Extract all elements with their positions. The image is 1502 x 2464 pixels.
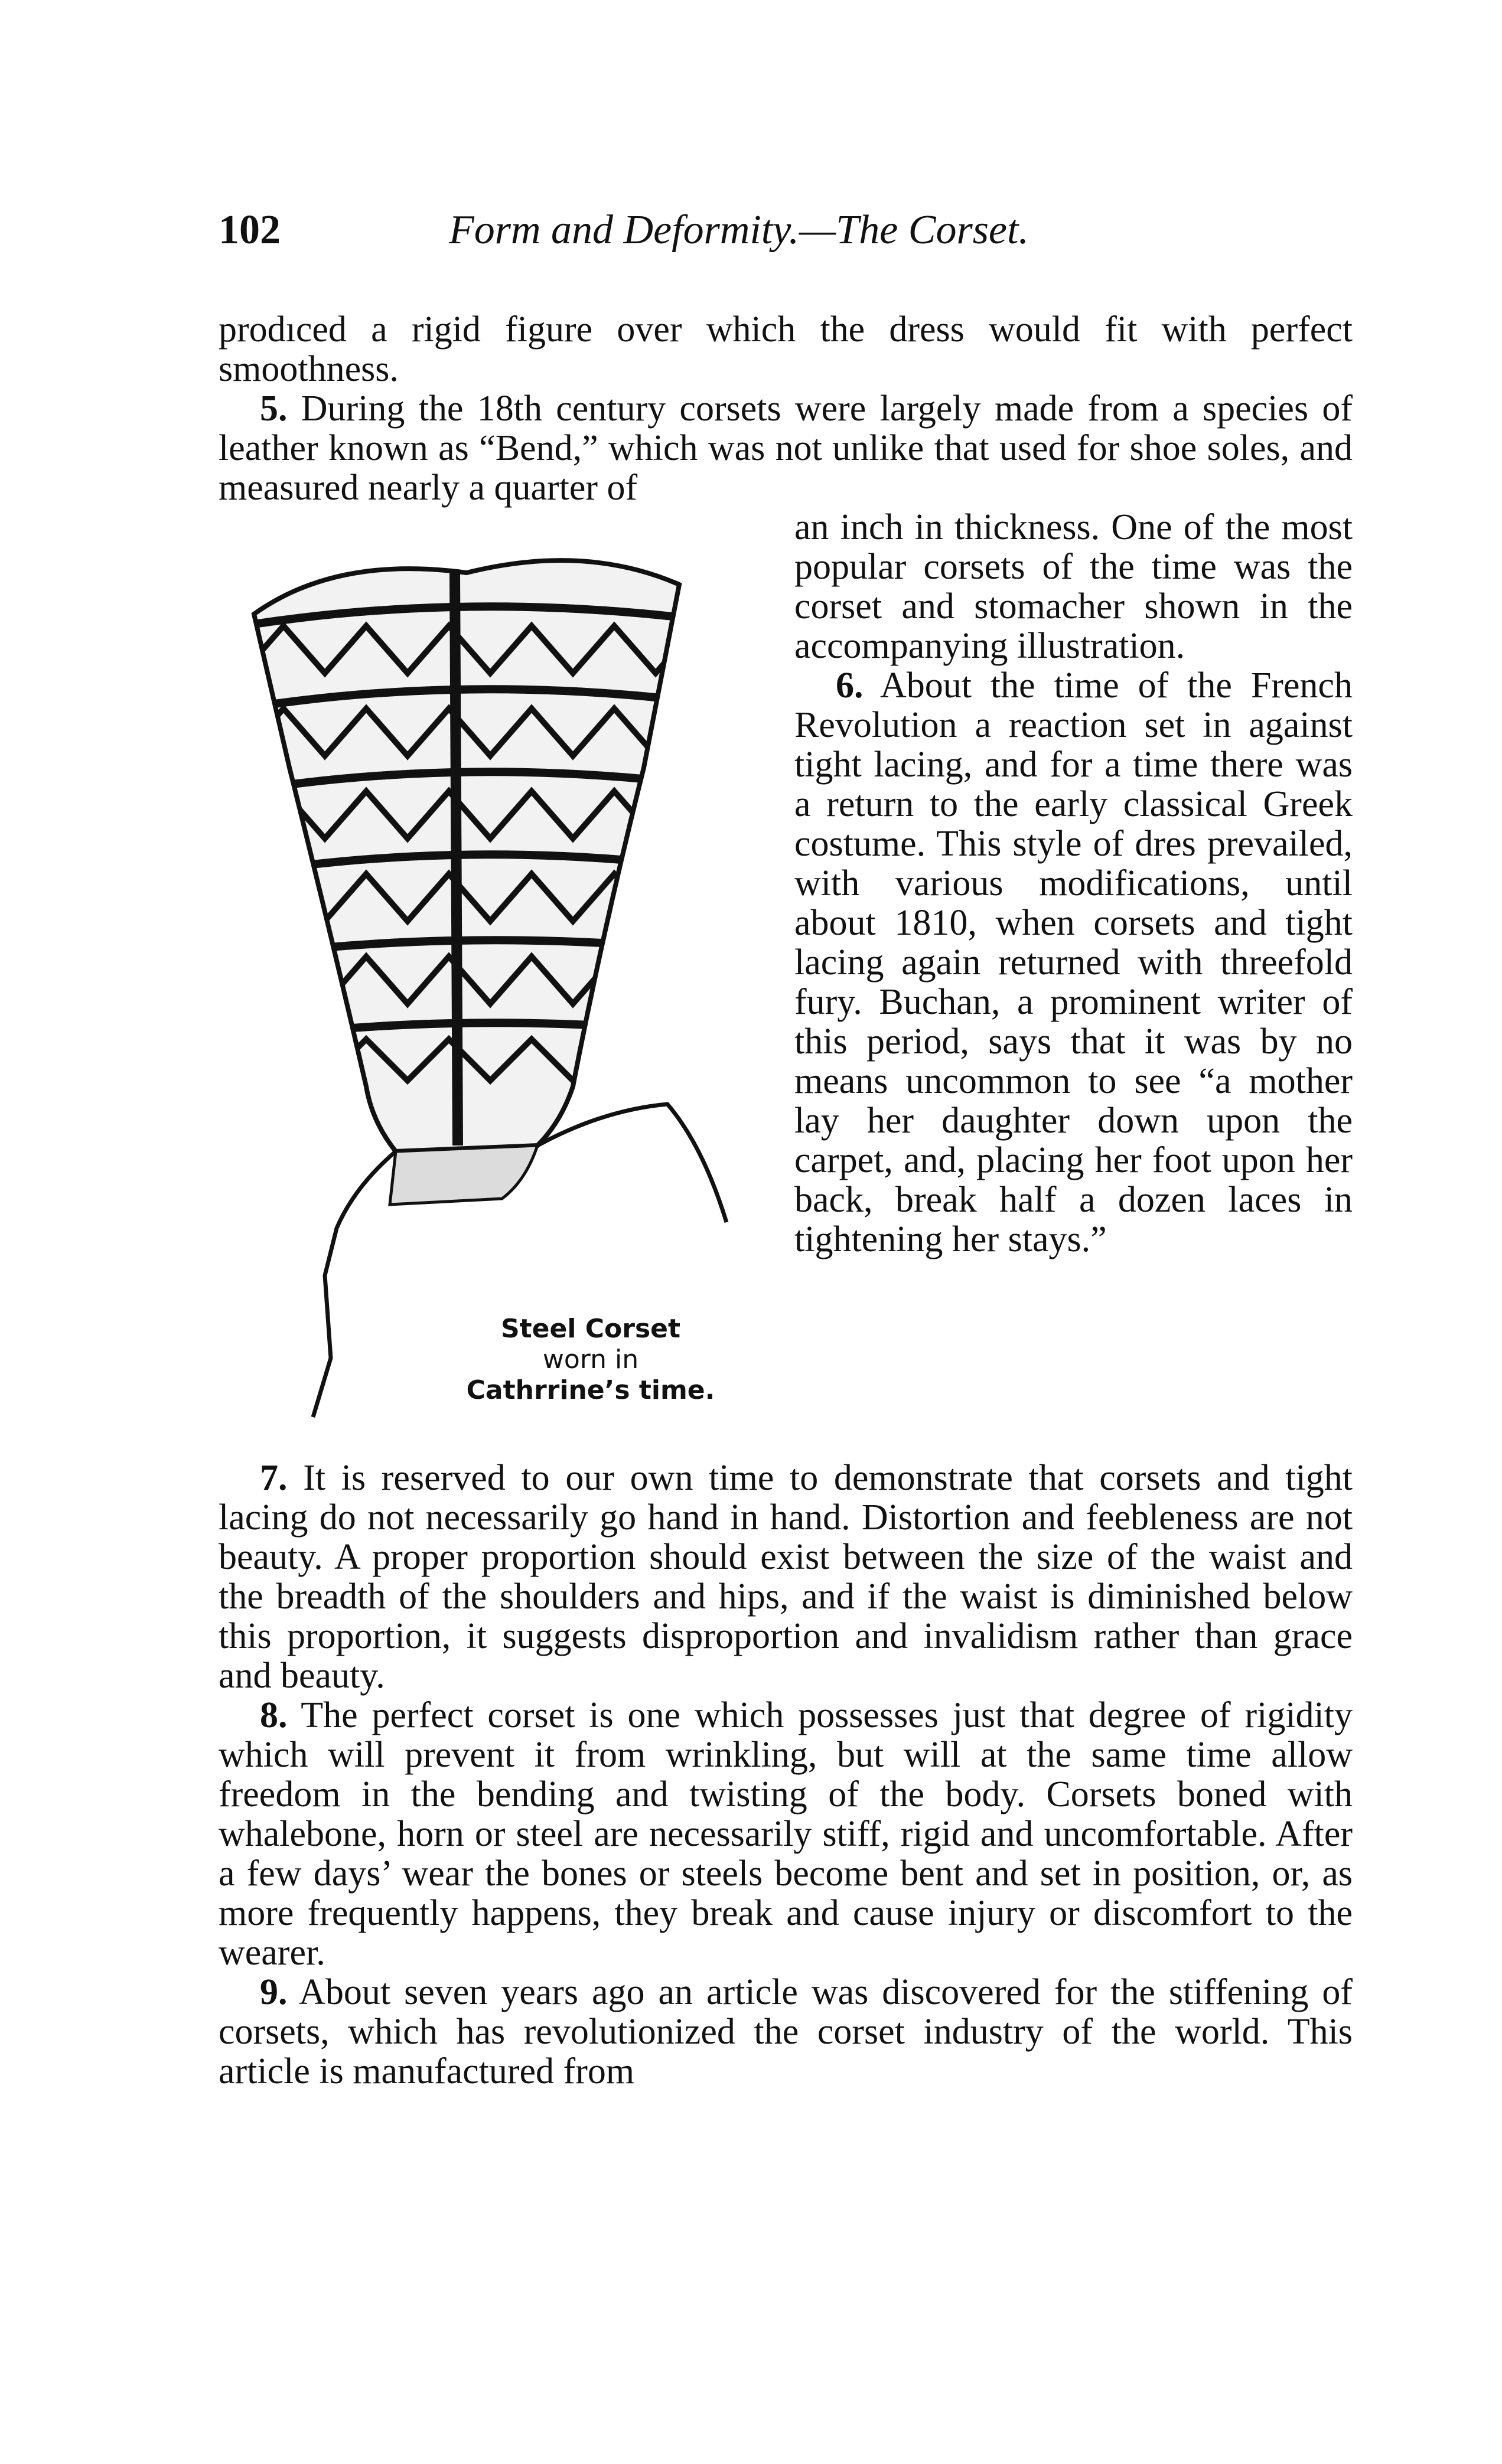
paragraph-text: During the 18th century corsets were largely made from a species of leather known as “Bend,” which was not unlike that used for shoe soles, and measured nearly a quarter of [219,389,1353,508]
paragraph-number: 5. [260,389,288,429]
steel-corset-illustration [219,520,774,1441]
right-hip-flap [537,1104,726,1222]
paragraph-number: 6. [836,665,864,706]
paragraph-text: About seven years ago an article was discovered for the stiffening of corsets, which has revolutionized the corset industry of the world. This article is manufactured from [219,1972,1353,2091]
left-hip-flap [313,1151,396,1417]
text-column-right [794,508,1353,1259]
center-busk [455,573,458,1145]
running-title: Form and Deformity.—The Corset. [449,207,1029,253]
page-header [219,207,1353,272]
caption-line: Steel Corset [500,1314,681,1344]
text-block-bottom [219,1458,1353,2091]
figure-caption [425,1314,756,1406]
corset-figure [219,520,774,1441]
paragraph-text: The perfect corset is one which possesses just that degree of rigidity which will prevent it from wrinkling, but will at the same time allow freedom in the bending and twisting of the body. Corsets boned with whalebone, horn or steel are necessarily stiff, rigid and uncomfortable. After a few days’ wear the bones or steels become bent and set in position, or, as more frequently happens, they break and cause injury or discomfort to the wearer. [219,1695,1353,1973]
paragraph-5-continued: an inch in thickness. One of the most popular corsets of the time was the corset and stomacher shown in the accompanying illustration. [794,507,1353,666]
paragraph-number: 8. [260,1695,288,1735]
paragraph-text: About the time of the French Revolution a reaction set in against tight lacing, and for a time there was a return to the early classical Greek costume. This style of dres prevailed, with various modifications, until about 1810, when corsets and tight lacing again returned with threefold fury. Buchan, a prominent writer of this period, says that it was by no means uncommon to see “a mother lay her daughter down upon the carpet, and, placing her foot upon her back, break half a dozen laces in tightening her stays.” [794,665,1353,1259]
paragraph-7 [219,1458,1353,1696]
caption-line: worn in [542,1344,639,1375]
paragraph-6 [794,666,1353,1259]
paragraph-8 [219,1696,1353,1973]
paragraph-9 [219,1973,1353,2091]
paragraph-text: It is reserved to our own time to demonstrate that corsets and tight lacing do not necessarily go hand in hand. Distortion and feebleness are not beauty. A proper proportion should exist between the size of the waist and the breadth of the shoulders and hips, and if the waist is diminished below this proportion, it suggests disproportion and invalidism rather than grace and beauty. [219,1458,1353,1696]
caption-line: Cathrrine’s time. [466,1375,715,1405]
page-number: 102 [219,207,281,253]
paragraph-number: 7. [260,1458,288,1498]
text-block-top [219,310,1353,508]
waist-band [390,1145,537,1205]
paragraph-continued: prodıced a rigid figure over which the dress would fit with perfect smoothness. [219,309,1353,389]
paragraph-5 [219,389,1353,508]
paragraph-number: 9. [260,1972,288,2012]
